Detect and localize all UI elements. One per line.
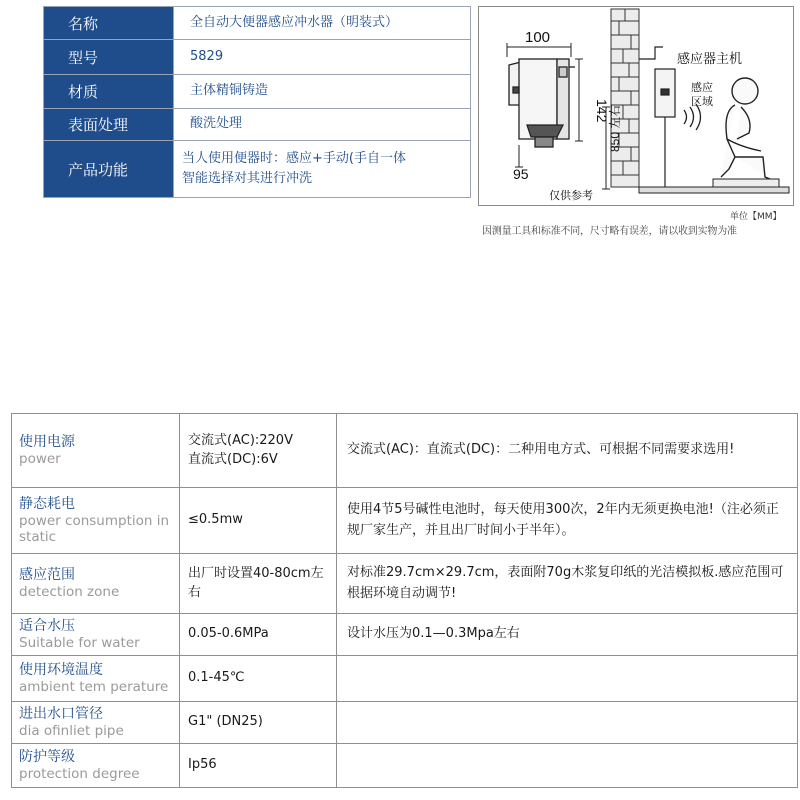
- spec-value: 全自动大便器感应冲水器（明装式）: [174, 7, 471, 40]
- spec-row-surface: [44, 109, 471, 141]
- param-row-ambient-temperature: [12, 656, 798, 702]
- param-desc: 使用4节5号碱性电池时，每天使用300次，2年内无须更换电池!（注必须正规厂家生产，并且出厂时间小于半年）。: [337, 488, 798, 554]
- param-desc: [337, 702, 798, 744]
- label-zone-1: 感应: [691, 82, 713, 94]
- spec-row-name: [44, 7, 471, 40]
- param-label-zh: 适合水压: [19, 618, 75, 634]
- dim-width: 100: [525, 29, 551, 46]
- param-value: 出厂时设置40-80cm左右: [180, 554, 337, 614]
- param-label-en: ambient tem perature: [19, 678, 169, 695]
- param-row-water-pressure: [12, 614, 798, 656]
- sensor-host-drawing: [639, 47, 675, 193]
- label-reference-only: 仅供参考: [549, 190, 593, 202]
- brick-wall: [611, 9, 639, 187]
- spec-value: [174, 141, 471, 198]
- dim-depth: 95: [513, 166, 529, 182]
- dim-install-height: 850 左右: [608, 104, 622, 152]
- param-label-zh: 使用环境温度: [19, 662, 103, 678]
- param-row-protection-degree: [12, 744, 798, 788]
- diagram-svg: [479, 7, 793, 205]
- param-value-cell: [180, 414, 337, 488]
- param-row-pipe-diameter: [12, 702, 798, 744]
- param-label-en: detection zone: [19, 583, 120, 600]
- spec-row-function: [44, 141, 471, 198]
- installation-diagram: [478, 6, 794, 206]
- param-desc: [337, 744, 798, 788]
- param-row-power: [12, 414, 798, 488]
- param-desc: [337, 656, 798, 702]
- param-label-zh: 进出水口管径: [19, 706, 103, 722]
- param-value-line: 直流式(DC):6V: [188, 451, 278, 467]
- device-drawing: [509, 59, 575, 147]
- param-row-static-consumption: [12, 488, 798, 554]
- param-value: 0.05-0.6MPa: [180, 614, 337, 656]
- param-value: G1" (DN25): [180, 702, 337, 744]
- spec-row-material: [44, 75, 471, 109]
- function-line-2: 智能选择对其进行冲洗: [182, 171, 313, 186]
- param-value: ≤0.5mw: [180, 488, 337, 554]
- spec-label: 材质: [44, 75, 174, 109]
- param-label-en: dia ofinliet pipe: [19, 722, 124, 739]
- param-label-cell: [12, 488, 180, 554]
- param-value: Ip56: [180, 744, 337, 788]
- floor: [639, 179, 789, 193]
- param-label-en: protection degree: [19, 765, 140, 782]
- param-desc: 对标准29.7cm×29.7cm，表面附70g木浆复印纸的光洁模拟板.感应范围可根据环境自动调节!: [337, 554, 798, 614]
- dim-height: 142: [594, 99, 610, 123]
- label-zone-2: 区域: [691, 96, 713, 108]
- spec-value: 主体精铜铸造: [174, 75, 471, 109]
- param-label-zh: 使用电源: [19, 434, 75, 450]
- param-label-cell: [12, 554, 180, 614]
- product-spec-table: [43, 6, 471, 198]
- param-label-cell: [12, 656, 180, 702]
- person-figure: [721, 78, 775, 181]
- param-row-detection-zone: [12, 554, 798, 614]
- param-label-cell: [12, 614, 180, 656]
- label-sensor-host: 感应器主机: [677, 51, 743, 66]
- param-label-cell: [12, 702, 180, 744]
- param-value-line: 交流式(AC):220V: [188, 432, 293, 448]
- spec-value: 酸洗处理: [174, 109, 471, 141]
- spec-label: 产品功能: [44, 141, 174, 198]
- spec-value: 5829: [174, 40, 471, 75]
- param-desc: 交流式(AC)：直流式(DC)：二种用电方式、可根据不同需要求选用!: [337, 414, 798, 488]
- function-line-1: 当人使用便器时：感应+手动(手自一体: [182, 150, 406, 166]
- measurement-disclaimer: 因测量工具和标准不同，尺寸略有误差，请以收到实物为准: [482, 226, 737, 237]
- param-desc: 设计水压为0.1—0.3Mpa左右: [337, 614, 798, 656]
- param-value: 0.1-45℃: [180, 656, 337, 702]
- unit-note: 单位【MM】: [730, 212, 782, 222]
- spec-label: 型号: [44, 40, 174, 75]
- param-label-cell: [12, 744, 180, 788]
- spec-row-model: [44, 40, 471, 75]
- param-label-zh: 感应范围: [19, 567, 75, 583]
- parameter-table: [11, 413, 798, 788]
- spec-label: 名称: [44, 7, 174, 40]
- param-label-en: Suitable for water: [19, 634, 140, 651]
- param-label-zh: 防护等级: [19, 749, 75, 765]
- param-label-en: power consumption in static: [19, 512, 170, 545]
- param-label-en: power: [19, 450, 61, 467]
- param-label-cell: [12, 414, 180, 488]
- spec-label: 表面处理: [44, 109, 174, 141]
- param-label-zh: 静态耗电: [19, 495, 75, 512]
